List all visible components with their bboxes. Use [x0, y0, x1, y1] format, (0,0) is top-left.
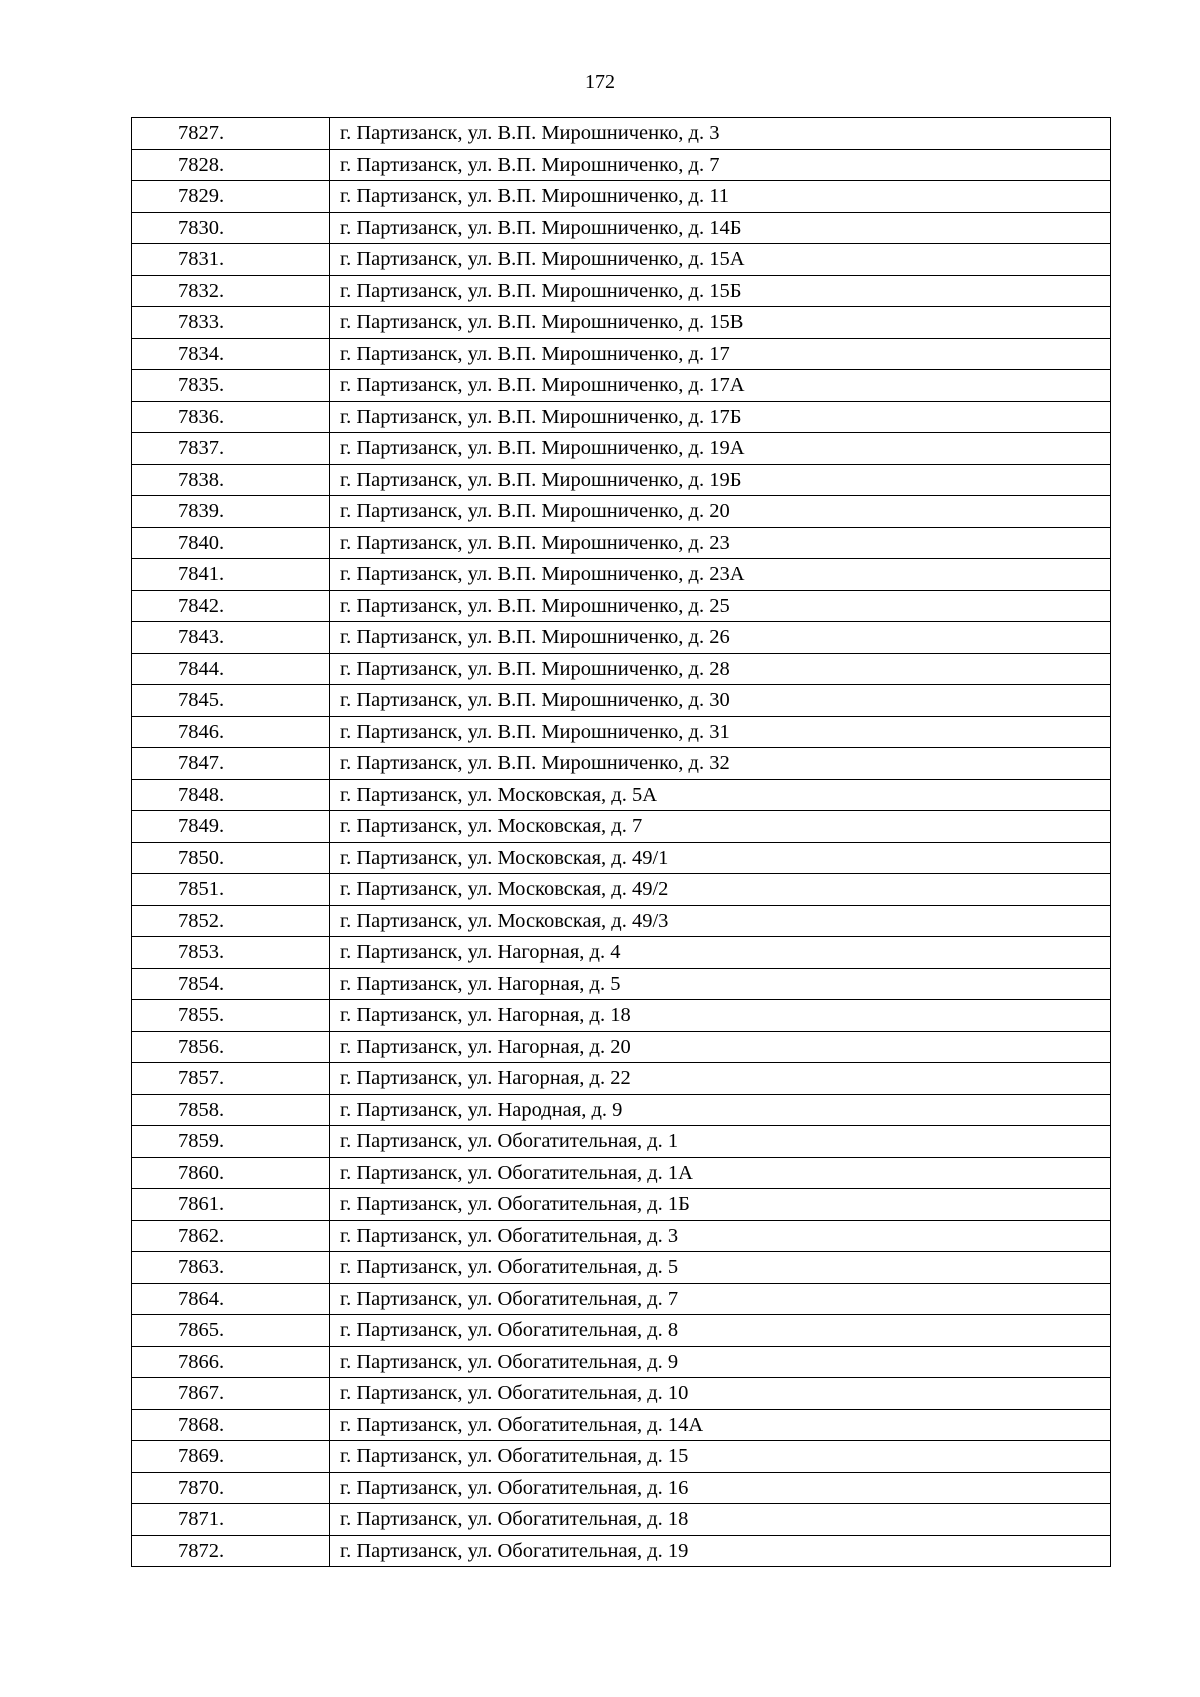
table-row — [132, 401, 1111, 433]
row-number-cell: 7849. — [132, 811, 330, 843]
address-cell: г. Партизанск, ул. Московская, д. 49/1 — [330, 842, 1111, 874]
row-number-cell: 7844. — [132, 653, 330, 685]
address-cell: г. Партизанск, ул. Обогатительная, д. 16 — [330, 1472, 1111, 1504]
table-row — [132, 464, 1111, 496]
row-number-cell: 7836. — [132, 401, 330, 433]
row-number-cell: 7866. — [132, 1346, 330, 1378]
row-number-cell: 7859. — [132, 1126, 330, 1158]
row-number-cell: 7841. — [132, 559, 330, 591]
row-number-cell: 7833. — [132, 307, 330, 339]
row-number-cell: 7848. — [132, 779, 330, 811]
address-cell: г. Партизанск, ул. Нагорная, д. 4 — [330, 937, 1111, 969]
table-row — [132, 1094, 1111, 1126]
row-number-cell: 7846. — [132, 716, 330, 748]
address-cell: г. Партизанск, ул. В.П. Мирошниченко, д. 28 — [330, 653, 1111, 685]
table-row — [132, 937, 1111, 969]
address-cell: г. Партизанск, ул. Нагорная, д. 18 — [330, 1000, 1111, 1032]
table-row — [132, 118, 1111, 150]
row-number-cell: 7830. — [132, 212, 330, 244]
address-cell: г. Партизанск, ул. Московская, д. 5А — [330, 779, 1111, 811]
table-row — [132, 149, 1111, 181]
address-cell: г. Партизанск, ул. В.П. Мирошниченко, д. 19А — [330, 433, 1111, 465]
row-number-cell: 7838. — [132, 464, 330, 496]
table-row — [132, 1220, 1111, 1252]
row-number-cell: 7867. — [132, 1378, 330, 1410]
address-cell: г. Партизанск, ул. Обогатительная, д. 7 — [330, 1283, 1111, 1315]
row-number-cell: 7835. — [132, 370, 330, 402]
address-cell: г. Партизанск, ул. Обогатительная, д. 18 — [330, 1504, 1111, 1536]
table-row — [132, 1252, 1111, 1284]
row-number-cell: 7858. — [132, 1094, 330, 1126]
table-row — [132, 1126, 1111, 1158]
row-number-cell: 7871. — [132, 1504, 330, 1536]
table-row — [132, 1535, 1111, 1567]
row-number-cell: 7827. — [132, 118, 330, 150]
address-cell: г. Партизанск, ул. Нагорная, д. 5 — [330, 968, 1111, 1000]
table-row — [132, 905, 1111, 937]
table-row — [132, 370, 1111, 402]
address-cell: г. Партизанск, ул. В.П. Мирошниченко, д. 3 — [330, 118, 1111, 150]
address-cell: г. Партизанск, ул. В.П. Мирошниченко, д. 23 — [330, 527, 1111, 559]
address-cell: г. Партизанск, ул. В.П. Мирошниченко, д. 19Б — [330, 464, 1111, 496]
address-cell: г. Партизанск, ул. Обогатительная, д. 5 — [330, 1252, 1111, 1284]
row-number-cell: 7863. — [132, 1252, 330, 1284]
table-row — [132, 433, 1111, 465]
table-row — [132, 842, 1111, 874]
address-cell: г. Партизанск, ул. Московская, д. 49/2 — [330, 874, 1111, 906]
table-row — [132, 748, 1111, 780]
address-cell: г. Партизанск, ул. Московская, д. 49/3 — [330, 905, 1111, 937]
address-cell: г. Партизанск, ул. В.П. Мирошниченко, д. 15Б — [330, 275, 1111, 307]
address-cell: г. Партизанск, ул. В.П. Мирошниченко, д. 31 — [330, 716, 1111, 748]
row-number-cell: 7870. — [132, 1472, 330, 1504]
row-number-cell: 7853. — [132, 937, 330, 969]
row-number-cell: 7869. — [132, 1441, 330, 1473]
table-row — [132, 496, 1111, 528]
row-number-cell: 7832. — [132, 275, 330, 307]
row-number-cell: 7845. — [132, 685, 330, 717]
address-cell: г. Партизанск, ул. Московская, д. 7 — [330, 811, 1111, 843]
address-cell: г. Партизанск, ул. В.П. Мирошниченко, д. 32 — [330, 748, 1111, 780]
row-number-cell: 7834. — [132, 338, 330, 370]
address-cell: г. Партизанск, ул. В.П. Мирошниченко, д. 23А — [330, 559, 1111, 591]
address-cell: г. Партизанск, ул. В.П. Мирошниченко, д. 14Б — [330, 212, 1111, 244]
table-row — [132, 1346, 1111, 1378]
table-row — [132, 622, 1111, 654]
address-cell: г. Партизанск, ул. Обогатительная, д. 3 — [330, 1220, 1111, 1252]
address-cell: г. Партизанск, ул. Обогатительная, д. 1А — [330, 1157, 1111, 1189]
row-number-cell: 7856. — [132, 1031, 330, 1063]
address-cell: г. Партизанск, ул. Обогатительная, д. 14А — [330, 1409, 1111, 1441]
row-number-cell: 7857. — [132, 1063, 330, 1095]
row-number-cell: 7860. — [132, 1157, 330, 1189]
address-cell: г. Партизанск, ул. Нагорная, д. 22 — [330, 1063, 1111, 1095]
row-number-cell: 7829. — [132, 181, 330, 213]
row-number-cell: 7843. — [132, 622, 330, 654]
table-row — [132, 1000, 1111, 1032]
address-cell: г. Партизанск, ул. Обогатительная, д. 10 — [330, 1378, 1111, 1410]
table-row — [132, 1504, 1111, 1536]
address-cell: г. Партизанск, ул. В.П. Мирошниченко, д. 15В — [330, 307, 1111, 339]
row-number-cell: 7850. — [132, 842, 330, 874]
address-cell: г. Партизанск, ул. В.П. Мирошниченко, д. 15А — [330, 244, 1111, 276]
row-number-cell: 7872. — [132, 1535, 330, 1567]
address-cell: г. Партизанск, ул. Нагорная, д. 20 — [330, 1031, 1111, 1063]
row-number-cell: 7855. — [132, 1000, 330, 1032]
table-row — [132, 874, 1111, 906]
table-row — [132, 1031, 1111, 1063]
address-cell: г. Партизанск, ул. В.П. Мирошниченко, д. 17А — [330, 370, 1111, 402]
row-number-cell: 7865. — [132, 1315, 330, 1347]
table-row — [132, 1315, 1111, 1347]
address-cell: г. Партизанск, ул. В.П. Мирошниченко, д. 17Б — [330, 401, 1111, 433]
row-number-cell: 7831. — [132, 244, 330, 276]
table-row — [132, 1441, 1111, 1473]
table-row — [132, 685, 1111, 717]
table-row — [132, 590, 1111, 622]
address-cell: г. Партизанск, ул. В.П. Мирошниченко, д. 26 — [330, 622, 1111, 654]
table-row — [132, 181, 1111, 213]
address-cell: г. Партизанск, ул. В.П. Мирошниченко, д. 20 — [330, 496, 1111, 528]
table-row — [132, 653, 1111, 685]
table-row — [132, 779, 1111, 811]
address-table — [131, 117, 1111, 1567]
row-number-cell: 7852. — [132, 905, 330, 937]
table-row — [132, 811, 1111, 843]
row-number-cell: 7851. — [132, 874, 330, 906]
table-row — [132, 1157, 1111, 1189]
address-cell: г. Партизанск, ул. В.П. Мирошниченко, д. 11 — [330, 181, 1111, 213]
table-row — [132, 1189, 1111, 1221]
table-row — [132, 1283, 1111, 1315]
address-cell: г. Партизанск, ул. Обогатительная, д. 1 — [330, 1126, 1111, 1158]
address-cell: г. Партизанск, ул. Обогатительная, д. 1Б — [330, 1189, 1111, 1221]
row-number-cell: 7868. — [132, 1409, 330, 1441]
table-row — [132, 307, 1111, 339]
table-row — [132, 1063, 1111, 1095]
table-row — [132, 559, 1111, 591]
page-number: 172 — [585, 71, 615, 93]
table-row — [132, 527, 1111, 559]
row-number-cell: 7861. — [132, 1189, 330, 1221]
address-cell: г. Партизанск, ул. В.П. Мирошниченко, д. 7 — [330, 149, 1111, 181]
table-row — [132, 212, 1111, 244]
table-row — [132, 244, 1111, 276]
address-cell: г. Партизанск, ул. Обогатительная, д. 8 — [330, 1315, 1111, 1347]
address-cell: г. Партизанск, ул. В.П. Мирошниченко, д. 30 — [330, 685, 1111, 717]
row-number-cell: 7847. — [132, 748, 330, 780]
address-cell: г. Партизанск, ул. В.П. Мирошниченко, д. 25 — [330, 590, 1111, 622]
address-cell: г. Партизанск, ул. Обогатительная, д. 19 — [330, 1535, 1111, 1567]
address-cell: г. Партизанск, ул. Народная, д. 9 — [330, 1094, 1111, 1126]
row-number-cell: 7854. — [132, 968, 330, 1000]
row-number-cell: 7828. — [132, 149, 330, 181]
table-row — [132, 338, 1111, 370]
table-row — [132, 968, 1111, 1000]
address-cell: г. Партизанск, ул. Обогатительная, д. 9 — [330, 1346, 1111, 1378]
address-cell: г. Партизанск, ул. В.П. Мирошниченко, д. 17 — [330, 338, 1111, 370]
address-table-body — [132, 118, 1111, 1567]
table-row — [132, 275, 1111, 307]
row-number-cell: 7839. — [132, 496, 330, 528]
table-row — [132, 1472, 1111, 1504]
row-number-cell: 7842. — [132, 590, 330, 622]
row-number-cell: 7837. — [132, 433, 330, 465]
row-number-cell: 7840. — [132, 527, 330, 559]
table-row — [132, 1378, 1111, 1410]
table-row — [132, 1409, 1111, 1441]
row-number-cell: 7862. — [132, 1220, 330, 1252]
address-cell: г. Партизанск, ул. Обогатительная, д. 15 — [330, 1441, 1111, 1473]
row-number-cell: 7864. — [132, 1283, 330, 1315]
table-row — [132, 716, 1111, 748]
